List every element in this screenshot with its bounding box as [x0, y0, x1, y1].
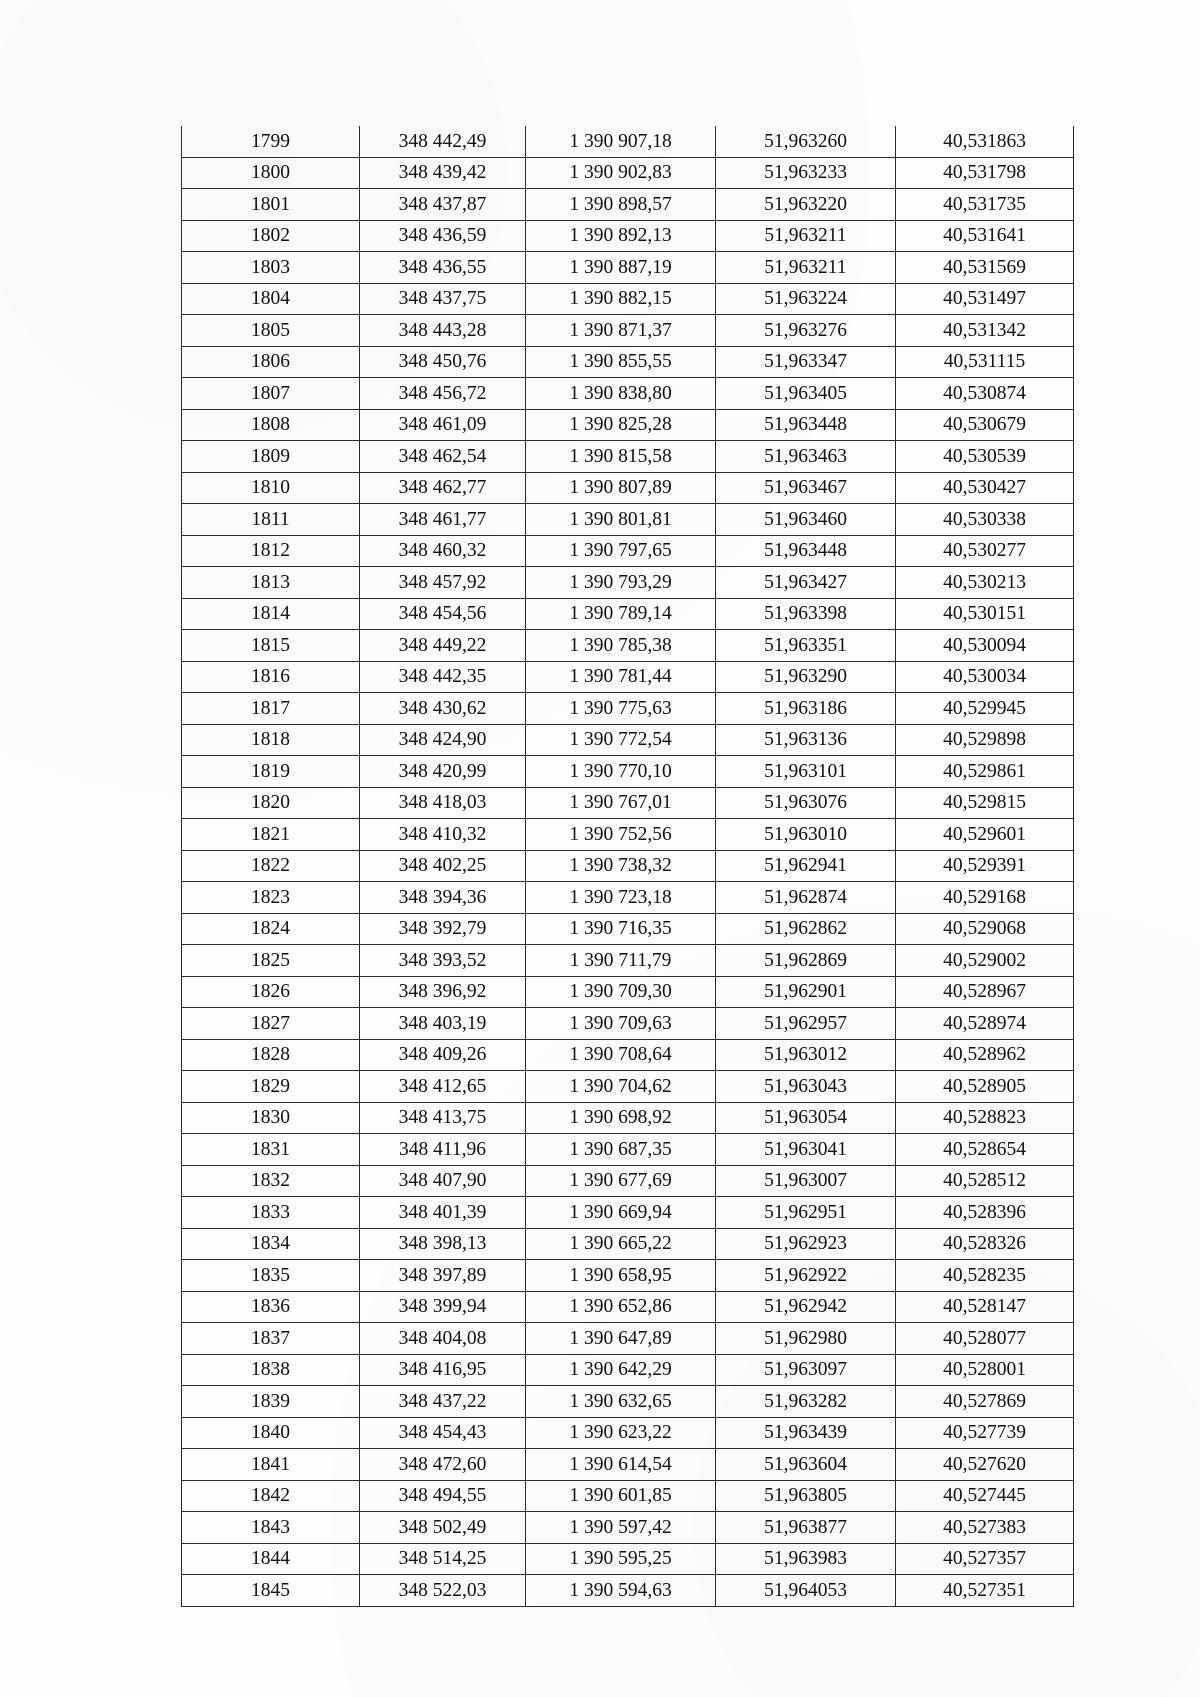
table-row — [182, 1039, 1074, 1071]
table-row — [182, 819, 1074, 851]
point-number-cell: 1834 — [182, 1228, 360, 1260]
y-coordinate-cell: 1 390 595,25 — [526, 1543, 716, 1575]
x-coordinate-cell: 348 430,62 — [360, 693, 526, 725]
point-number-cell: 1831 — [182, 1134, 360, 1166]
longitude-cell: 40,529815 — [896, 787, 1074, 819]
longitude-cell: 40,531641 — [896, 220, 1074, 252]
y-coordinate-cell: 1 390 665,22 — [526, 1228, 716, 1260]
longitude-cell: 40,530338 — [896, 504, 1074, 536]
latitude-cell: 51,963427 — [716, 567, 896, 599]
point-number-cell: 1817 — [182, 693, 360, 725]
table-row — [182, 787, 1074, 819]
y-coordinate-cell: 1 390 642,29 — [526, 1354, 716, 1386]
x-coordinate-cell: 348 502,49 — [360, 1512, 526, 1544]
y-coordinate-cell: 1 390 887,19 — [526, 252, 716, 284]
x-coordinate-cell: 348 409,26 — [360, 1039, 526, 1071]
x-coordinate-cell: 348 494,55 — [360, 1480, 526, 1512]
x-coordinate-cell: 348 412,65 — [360, 1071, 526, 1103]
point-number-cell: 1828 — [182, 1039, 360, 1071]
latitude-cell: 51,963351 — [716, 630, 896, 662]
longitude-cell: 40,531342 — [896, 315, 1074, 347]
x-coordinate-cell: 348 410,32 — [360, 819, 526, 851]
longitude-cell: 40,528974 — [896, 1008, 1074, 1040]
longitude-cell: 40,529002 — [896, 945, 1074, 977]
latitude-cell: 51,963012 — [716, 1039, 896, 1071]
longitude-cell: 40,527351 — [896, 1575, 1074, 1607]
table-row — [182, 1512, 1074, 1544]
y-coordinate-cell: 1 390 709,30 — [526, 976, 716, 1008]
longitude-cell: 40,527620 — [896, 1449, 1074, 1481]
latitude-cell: 51,962862 — [716, 913, 896, 945]
point-number-cell: 1836 — [182, 1291, 360, 1323]
x-coordinate-cell: 348 437,87 — [360, 189, 526, 221]
table-row — [182, 1323, 1074, 1355]
point-number-cell: 1816 — [182, 661, 360, 693]
x-coordinate-cell: 348 418,03 — [360, 787, 526, 819]
y-coordinate-cell: 1 390 647,89 — [526, 1323, 716, 1355]
latitude-cell: 51,963276 — [716, 315, 896, 347]
longitude-cell: 40,528967 — [896, 976, 1074, 1008]
point-number-cell: 1837 — [182, 1323, 360, 1355]
point-number-cell: 1841 — [182, 1449, 360, 1481]
latitude-cell: 51,963467 — [716, 472, 896, 504]
longitude-cell: 40,530151 — [896, 598, 1074, 630]
point-number-cell: 1806 — [182, 346, 360, 378]
x-coordinate-cell: 348 454,56 — [360, 598, 526, 630]
longitude-cell: 40,528962 — [896, 1039, 1074, 1071]
point-number-cell: 1803 — [182, 252, 360, 284]
longitude-cell: 40,527357 — [896, 1543, 1074, 1575]
y-coordinate-cell: 1 390 855,55 — [526, 346, 716, 378]
y-coordinate-cell: 1 390 601,85 — [526, 1480, 716, 1512]
table-row — [182, 567, 1074, 599]
latitude-cell: 51,963448 — [716, 409, 896, 441]
x-coordinate-cell: 348 424,90 — [360, 724, 526, 756]
table-row — [182, 598, 1074, 630]
x-coordinate-cell: 348 462,54 — [360, 441, 526, 473]
point-number-cell: 1840 — [182, 1417, 360, 1449]
latitude-cell: 51,963439 — [716, 1417, 896, 1449]
longitude-cell: 40,528147 — [896, 1291, 1074, 1323]
table-row — [182, 1480, 1074, 1512]
x-coordinate-cell: 348 461,09 — [360, 409, 526, 441]
table-row — [182, 882, 1074, 914]
y-coordinate-cell: 1 390 898,57 — [526, 189, 716, 221]
longitude-cell: 40,528077 — [896, 1323, 1074, 1355]
longitude-cell: 40,531115 — [896, 346, 1074, 378]
y-coordinate-cell: 1 390 785,38 — [526, 630, 716, 662]
latitude-cell: 51,962941 — [716, 850, 896, 882]
x-coordinate-cell: 348 454,43 — [360, 1417, 526, 1449]
latitude-cell: 51,962901 — [716, 976, 896, 1008]
latitude-cell: 51,963007 — [716, 1165, 896, 1197]
latitude-cell: 51,963347 — [716, 346, 896, 378]
table-row — [182, 283, 1074, 315]
latitude-cell: 51,963101 — [716, 756, 896, 788]
table-row — [182, 441, 1074, 473]
table-row — [182, 220, 1074, 252]
longitude-cell: 40,531569 — [896, 252, 1074, 284]
longitude-cell: 40,528823 — [896, 1102, 1074, 1134]
y-coordinate-cell: 1 390 797,65 — [526, 535, 716, 567]
latitude-cell: 51,963211 — [716, 252, 896, 284]
y-coordinate-cell: 1 390 723,18 — [526, 882, 716, 914]
y-coordinate-cell: 1 390 711,79 — [526, 945, 716, 977]
latitude-cell: 51,962869 — [716, 945, 896, 977]
y-coordinate-cell: 1 390 775,63 — [526, 693, 716, 725]
latitude-cell: 51,963604 — [716, 1449, 896, 1481]
y-coordinate-cell: 1 390 825,28 — [526, 409, 716, 441]
y-coordinate-cell: 1 390 801,81 — [526, 504, 716, 536]
table-row — [182, 189, 1074, 221]
latitude-cell: 51,962942 — [716, 1291, 896, 1323]
x-coordinate-cell: 348 407,90 — [360, 1165, 526, 1197]
table-row — [182, 315, 1074, 347]
latitude-cell: 51,962923 — [716, 1228, 896, 1260]
longitude-cell: 40,531863 — [896, 126, 1074, 157]
point-number-cell: 1810 — [182, 472, 360, 504]
table-row — [182, 1197, 1074, 1229]
y-coordinate-cell: 1 390 871,37 — [526, 315, 716, 347]
latitude-cell: 51,963282 — [716, 1386, 896, 1418]
point-number-cell: 1799 — [182, 126, 360, 157]
x-coordinate-cell: 348 456,72 — [360, 378, 526, 410]
coordinates-table — [181, 126, 1074, 1607]
table-row — [182, 1071, 1074, 1103]
longitude-cell: 40,529601 — [896, 819, 1074, 851]
table-row — [182, 126, 1074, 157]
longitude-cell: 40,528654 — [896, 1134, 1074, 1166]
point-number-cell: 1838 — [182, 1354, 360, 1386]
x-coordinate-cell: 348 398,13 — [360, 1228, 526, 1260]
x-coordinate-cell: 348 442,49 — [360, 126, 526, 157]
longitude-cell: 40,530277 — [896, 535, 1074, 567]
latitude-cell: 51,962874 — [716, 882, 896, 914]
x-coordinate-cell: 348 393,52 — [360, 945, 526, 977]
point-number-cell: 1811 — [182, 504, 360, 536]
latitude-cell: 51,963877 — [716, 1512, 896, 1544]
longitude-cell: 40,529898 — [896, 724, 1074, 756]
longitude-cell: 40,529068 — [896, 913, 1074, 945]
y-coordinate-cell: 1 390 752,56 — [526, 819, 716, 851]
table-row — [182, 850, 1074, 882]
point-number-cell: 1813 — [182, 567, 360, 599]
latitude-cell: 51,963097 — [716, 1354, 896, 1386]
table-body — [182, 126, 1074, 1606]
table-row — [182, 976, 1074, 1008]
y-coordinate-cell: 1 390 767,01 — [526, 787, 716, 819]
point-number-cell: 1830 — [182, 1102, 360, 1134]
point-number-cell: 1826 — [182, 976, 360, 1008]
point-number-cell: 1842 — [182, 1480, 360, 1512]
table-row — [182, 913, 1074, 945]
x-coordinate-cell: 348 437,22 — [360, 1386, 526, 1418]
latitude-cell: 51,963136 — [716, 724, 896, 756]
point-number-cell: 1843 — [182, 1512, 360, 1544]
latitude-cell: 51,963186 — [716, 693, 896, 725]
longitude-cell: 40,528326 — [896, 1228, 1074, 1260]
longitude-cell: 40,528001 — [896, 1354, 1074, 1386]
table-row — [182, 535, 1074, 567]
y-coordinate-cell: 1 390 738,32 — [526, 850, 716, 882]
point-number-cell: 1845 — [182, 1575, 360, 1607]
y-coordinate-cell: 1 390 789,14 — [526, 598, 716, 630]
x-coordinate-cell: 348 401,39 — [360, 1197, 526, 1229]
latitude-cell: 51,963211 — [716, 220, 896, 252]
table-row — [182, 157, 1074, 189]
latitude-cell: 51,962980 — [716, 1323, 896, 1355]
x-coordinate-cell: 348 436,55 — [360, 252, 526, 284]
x-coordinate-cell: 348 449,22 — [360, 630, 526, 662]
x-coordinate-cell: 348 442,35 — [360, 661, 526, 693]
x-coordinate-cell: 348 461,77 — [360, 504, 526, 536]
longitude-cell: 40,531735 — [896, 189, 1074, 221]
y-coordinate-cell: 1 390 698,92 — [526, 1102, 716, 1134]
x-coordinate-cell: 348 460,32 — [360, 535, 526, 567]
table-row — [182, 472, 1074, 504]
point-number-cell: 1832 — [182, 1165, 360, 1197]
table-row — [182, 724, 1074, 756]
x-coordinate-cell: 348 439,42 — [360, 157, 526, 189]
longitude-cell: 40,528235 — [896, 1260, 1074, 1292]
y-coordinate-cell: 1 390 716,35 — [526, 913, 716, 945]
y-coordinate-cell: 1 390 793,29 — [526, 567, 716, 599]
x-coordinate-cell: 348 514,25 — [360, 1543, 526, 1575]
point-number-cell: 1825 — [182, 945, 360, 977]
point-number-cell: 1800 — [182, 157, 360, 189]
latitude-cell: 51,963041 — [716, 1134, 896, 1166]
longitude-cell: 40,530094 — [896, 630, 1074, 662]
latitude-cell: 51,963054 — [716, 1102, 896, 1134]
y-coordinate-cell: 1 390 704,62 — [526, 1071, 716, 1103]
point-number-cell: 1814 — [182, 598, 360, 630]
table-row — [182, 1165, 1074, 1197]
table-row — [182, 1134, 1074, 1166]
longitude-cell: 40,528512 — [896, 1165, 1074, 1197]
latitude-cell: 51,963224 — [716, 283, 896, 315]
point-number-cell: 1822 — [182, 850, 360, 882]
y-coordinate-cell: 1 390 907,18 — [526, 126, 716, 157]
table-row — [182, 1386, 1074, 1418]
x-coordinate-cell: 348 392,79 — [360, 913, 526, 945]
table-row — [182, 756, 1074, 788]
point-number-cell: 1807 — [182, 378, 360, 410]
point-number-cell: 1805 — [182, 315, 360, 347]
latitude-cell: 51,963463 — [716, 441, 896, 473]
table-row — [182, 945, 1074, 977]
longitude-cell: 40,530679 — [896, 409, 1074, 441]
latitude-cell: 51,963260 — [716, 126, 896, 157]
table-row — [182, 1354, 1074, 1386]
latitude-cell: 51,963043 — [716, 1071, 896, 1103]
longitude-cell: 40,531497 — [896, 283, 1074, 315]
x-coordinate-cell: 348 394,36 — [360, 882, 526, 914]
point-number-cell: 1819 — [182, 756, 360, 788]
point-number-cell: 1812 — [182, 535, 360, 567]
latitude-cell: 51,963805 — [716, 1480, 896, 1512]
x-coordinate-cell: 348 396,92 — [360, 976, 526, 1008]
x-coordinate-cell: 348 399,94 — [360, 1291, 526, 1323]
table-row — [182, 1449, 1074, 1481]
latitude-cell: 51,963983 — [716, 1543, 896, 1575]
y-coordinate-cell: 1 390 807,89 — [526, 472, 716, 504]
longitude-cell: 40,530213 — [896, 567, 1074, 599]
table-row — [182, 661, 1074, 693]
y-coordinate-cell: 1 390 658,95 — [526, 1260, 716, 1292]
y-coordinate-cell: 1 390 882,15 — [526, 283, 716, 315]
x-coordinate-cell: 348 450,76 — [360, 346, 526, 378]
point-number-cell: 1829 — [182, 1071, 360, 1103]
y-coordinate-cell: 1 390 902,83 — [526, 157, 716, 189]
x-coordinate-cell: 348 437,75 — [360, 283, 526, 315]
point-number-cell: 1827 — [182, 1008, 360, 1040]
latitude-cell: 51,963405 — [716, 378, 896, 410]
point-number-cell: 1818 — [182, 724, 360, 756]
longitude-cell: 40,529945 — [896, 693, 1074, 725]
latitude-cell: 51,963398 — [716, 598, 896, 630]
y-coordinate-cell: 1 390 709,63 — [526, 1008, 716, 1040]
x-coordinate-cell: 348 416,95 — [360, 1354, 526, 1386]
table-row — [182, 504, 1074, 536]
y-coordinate-cell: 1 390 614,54 — [526, 1449, 716, 1481]
point-number-cell: 1835 — [182, 1260, 360, 1292]
x-coordinate-cell: 348 443,28 — [360, 315, 526, 347]
table-row — [182, 1260, 1074, 1292]
longitude-cell: 40,530427 — [896, 472, 1074, 504]
table-row — [182, 1102, 1074, 1134]
point-number-cell: 1808 — [182, 409, 360, 441]
x-coordinate-cell: 348 436,59 — [360, 220, 526, 252]
table-row — [182, 252, 1074, 284]
y-coordinate-cell: 1 390 594,63 — [526, 1575, 716, 1607]
table-row — [182, 630, 1074, 662]
latitude-cell: 51,963290 — [716, 661, 896, 693]
latitude-cell: 51,963233 — [716, 157, 896, 189]
y-coordinate-cell: 1 390 892,13 — [526, 220, 716, 252]
latitude-cell: 51,963448 — [716, 535, 896, 567]
x-coordinate-cell: 348 403,19 — [360, 1008, 526, 1040]
latitude-cell: 51,963220 — [716, 189, 896, 221]
table-row — [182, 378, 1074, 410]
x-coordinate-cell: 348 457,92 — [360, 567, 526, 599]
latitude-cell: 51,963076 — [716, 787, 896, 819]
table-row — [182, 409, 1074, 441]
longitude-cell: 40,529391 — [896, 850, 1074, 882]
latitude-cell: 51,962922 — [716, 1260, 896, 1292]
x-coordinate-cell: 348 402,25 — [360, 850, 526, 882]
longitude-cell: 40,528396 — [896, 1197, 1074, 1229]
longitude-cell: 40,527445 — [896, 1480, 1074, 1512]
table-row — [182, 346, 1074, 378]
table-row — [182, 1291, 1074, 1323]
point-number-cell: 1820 — [182, 787, 360, 819]
longitude-cell: 40,527739 — [896, 1417, 1074, 1449]
x-coordinate-cell: 348 522,03 — [360, 1575, 526, 1607]
x-coordinate-cell: 348 411,96 — [360, 1134, 526, 1166]
x-coordinate-cell: 348 397,89 — [360, 1260, 526, 1292]
point-number-cell: 1823 — [182, 882, 360, 914]
y-coordinate-cell: 1 390 687,35 — [526, 1134, 716, 1166]
x-coordinate-cell: 348 472,60 — [360, 1449, 526, 1481]
latitude-cell: 51,964053 — [716, 1575, 896, 1607]
longitude-cell: 40,530034 — [896, 661, 1074, 693]
longitude-cell: 40,528905 — [896, 1071, 1074, 1103]
table-row — [182, 1417, 1074, 1449]
point-number-cell: 1839 — [182, 1386, 360, 1418]
point-number-cell: 1809 — [182, 441, 360, 473]
table-row — [182, 1575, 1074, 1607]
y-coordinate-cell: 1 390 669,94 — [526, 1197, 716, 1229]
point-number-cell: 1815 — [182, 630, 360, 662]
longitude-cell: 40,527383 — [896, 1512, 1074, 1544]
point-number-cell: 1801 — [182, 189, 360, 221]
longitude-cell: 40,527869 — [896, 1386, 1074, 1418]
point-number-cell: 1804 — [182, 283, 360, 315]
x-coordinate-cell: 348 462,77 — [360, 472, 526, 504]
x-coordinate-cell: 348 413,75 — [360, 1102, 526, 1134]
latitude-cell: 51,962957 — [716, 1008, 896, 1040]
y-coordinate-cell: 1 390 677,69 — [526, 1165, 716, 1197]
point-number-cell: 1821 — [182, 819, 360, 851]
table-row — [182, 1008, 1074, 1040]
y-coordinate-cell: 1 390 838,80 — [526, 378, 716, 410]
y-coordinate-cell: 1 390 772,54 — [526, 724, 716, 756]
longitude-cell: 40,530874 — [896, 378, 1074, 410]
x-coordinate-cell: 348 404,08 — [360, 1323, 526, 1355]
y-coordinate-cell: 1 390 652,86 — [526, 1291, 716, 1323]
latitude-cell: 51,962951 — [716, 1197, 896, 1229]
point-number-cell: 1802 — [182, 220, 360, 252]
table-row — [182, 693, 1074, 725]
point-number-cell: 1833 — [182, 1197, 360, 1229]
table-row — [182, 1543, 1074, 1575]
longitude-cell: 40,529861 — [896, 756, 1074, 788]
latitude-cell: 51,963460 — [716, 504, 896, 536]
y-coordinate-cell: 1 390 815,58 — [526, 441, 716, 473]
x-coordinate-cell: 348 420,99 — [360, 756, 526, 788]
y-coordinate-cell: 1 390 623,22 — [526, 1417, 716, 1449]
longitude-cell: 40,530539 — [896, 441, 1074, 473]
point-number-cell: 1844 — [182, 1543, 360, 1575]
y-coordinate-cell: 1 390 781,44 — [526, 661, 716, 693]
table-row — [182, 1228, 1074, 1260]
longitude-cell: 40,531798 — [896, 157, 1074, 189]
y-coordinate-cell: 1 390 770,10 — [526, 756, 716, 788]
y-coordinate-cell: 1 390 632,65 — [526, 1386, 716, 1418]
y-coordinate-cell: 1 390 597,42 — [526, 1512, 716, 1544]
point-number-cell: 1824 — [182, 913, 360, 945]
longitude-cell: 40,529168 — [896, 882, 1074, 914]
y-coordinate-cell: 1 390 708,64 — [526, 1039, 716, 1071]
latitude-cell: 51,963010 — [716, 819, 896, 851]
